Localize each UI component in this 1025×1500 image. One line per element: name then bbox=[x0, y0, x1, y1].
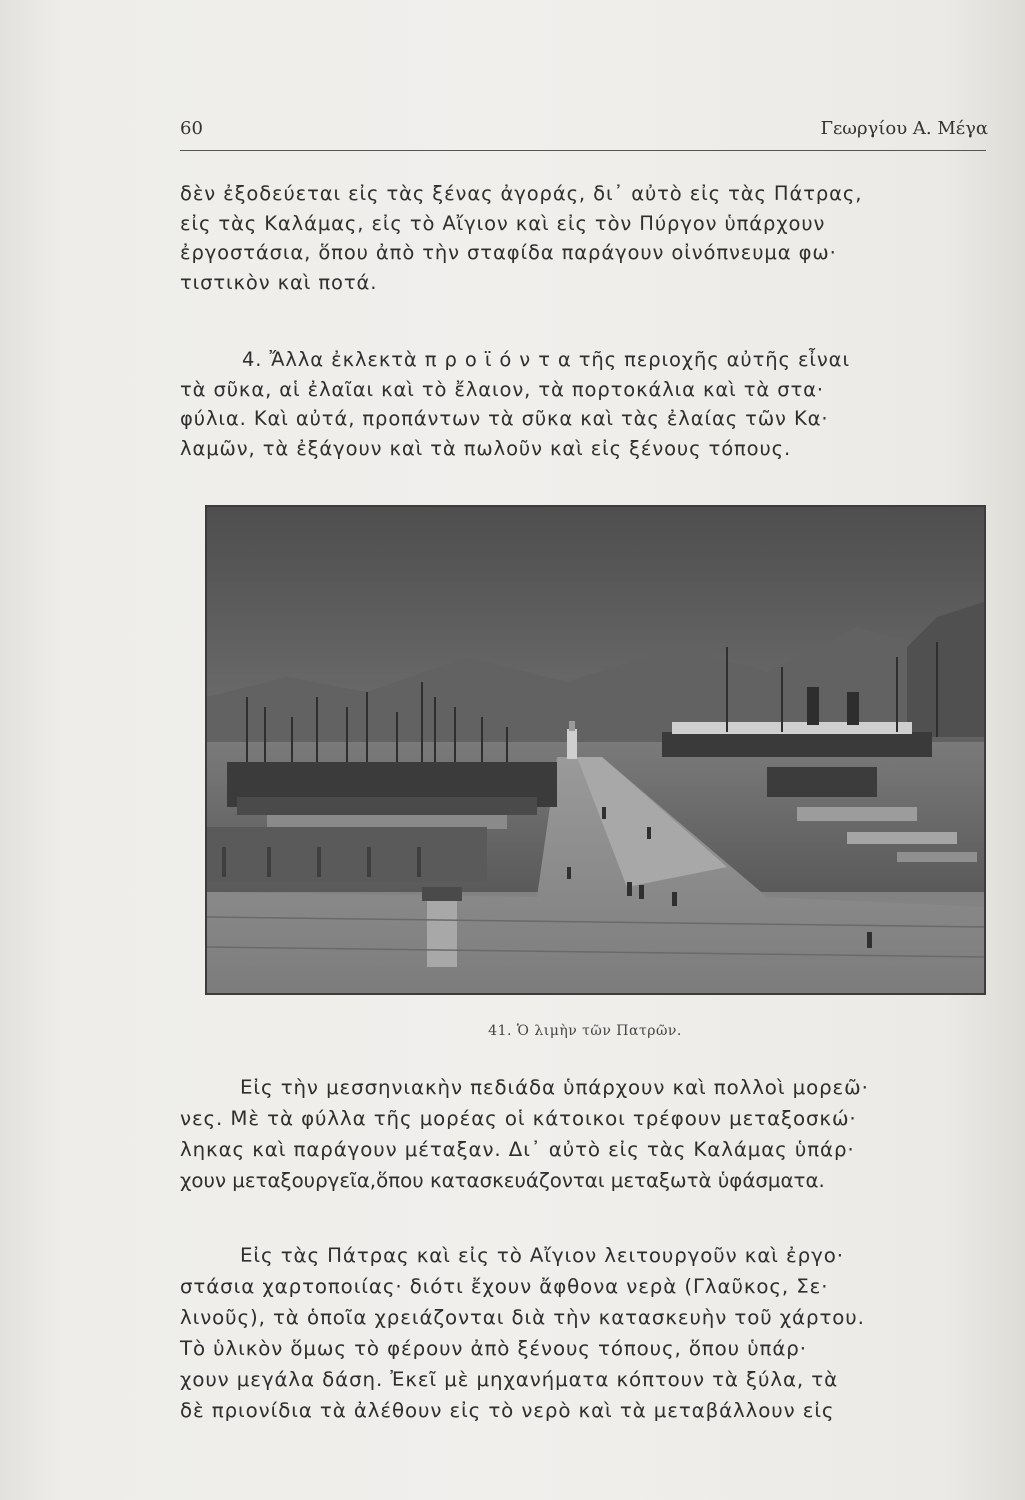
text-line: χουν μεγάλα δάση. Ἐκεῖ μὲ μηχανήματα κόπτουν τὰ ξύλα, τὰ bbox=[180, 1368, 839, 1391]
text-line: νες. Μὲ τὰ φύλλα τῆς μορέας οἱ κάτοικοι τρέφουν μεταξοσκώ· bbox=[180, 1107, 857, 1130]
running-head: Γεωργίου Α. Μέγα bbox=[820, 118, 988, 139]
paragraph-4 bbox=[180, 1244, 990, 1430]
text-line: ληκας καὶ παράγουν μέταξαν. Δι᾿ αὐτὸ εἰς τὰς Καλάμας ὑπάρ· bbox=[180, 1138, 855, 1161]
paragraph-3 bbox=[180, 1076, 990, 1200]
text-line: τιστικὸν καὶ ποτά. bbox=[180, 270, 378, 294]
figure-caption: 41. Ὁ λιμὴν τῶν Πατρῶν. bbox=[488, 1023, 682, 1039]
text-line: Εἰς τὴν μεσσηνιακὴν πεδιάδα ὑπάρχουν καὶ πολλοὶ μορεῶ· bbox=[240, 1076, 869, 1099]
text-line: φύλια. Καὶ αὐτά, προπάντων τὰ σῦκα καὶ τὰς ἐλαίας τῶν Κα· bbox=[180, 407, 829, 430]
page-number: 60 bbox=[180, 118, 203, 139]
text-line: λαμῶν, τὰ ἐξάγουν καὶ τὰ πωλοῦν καὶ εἰς ξένους τόπους. bbox=[180, 436, 792, 460]
text-line: λινοῦς), τὰ ὁποῖα χρειάζονται διὰ τὴν κατασκευὴν τοῦ χάρτου. bbox=[180, 1306, 865, 1329]
text-line: 4. Ἄλλα ἐκλεκτὰ π ρ ο ϊ ό ν τ α τῆς περιοχῆς αὐτῆς εἶναι bbox=[242, 348, 850, 371]
text-line: Εἰς τὰς Πάτρας καὶ εἰς τὸ Αἴγιον λειτουργοῦν καὶ ἐργο· bbox=[240, 1244, 844, 1267]
text-line: Τὸ ὑλικὸν ὅμως τὸ φέρουν ἀπὸ ξένους τόπους, ὅπου ὑπάρ· bbox=[180, 1337, 807, 1360]
text-line: δὲν ἐξοδεύεται εἰς τὰς ξένας ἀγοράς, δι᾿ αὐτὸ εἰς τὰς Πάτρας, bbox=[180, 182, 863, 205]
text-line: χουν μεταξουργεῖα,ὅπου κατασκευάζονται μεταξωτὰ ὑφάσματα. bbox=[180, 1169, 825, 1192]
text-line: τὰ σῦκα, αἱ ἐλαῖαι καὶ τὸ ἔλαιον, τὰ πορτοκάλια καὶ τὰ στα· bbox=[180, 377, 825, 401]
text-line: στάσια χαρτοποιίας· διότι ἔχουν ἄφθονα νερὰ (Γλαῦκος, Σε· bbox=[180, 1275, 829, 1298]
text-line: εἰς τὰς Καλάμας, εἰς τὸ Αἴγιον καὶ εἰς τὸν Πύργον ὑπάρχουν bbox=[180, 211, 826, 235]
page-header bbox=[180, 118, 988, 148]
paragraph-1 bbox=[180, 182, 990, 300]
paragraph-2 bbox=[180, 348, 990, 466]
harbor-photograph bbox=[205, 505, 986, 995]
text-line: ἐργοστάσια, ὅπου ἀπὸ τὴν σταφίδα παράγουν οἰνόπνευμα φω· bbox=[180, 241, 837, 264]
header-rule bbox=[180, 150, 986, 151]
harbor-photograph-drawing bbox=[207, 507, 984, 993]
text-line: δὲ πριονίδια τὰ ἀλέθουν εἰς τὸ νερὸ καὶ τὰ μεταβάλλουν εἰς bbox=[180, 1399, 835, 1422]
